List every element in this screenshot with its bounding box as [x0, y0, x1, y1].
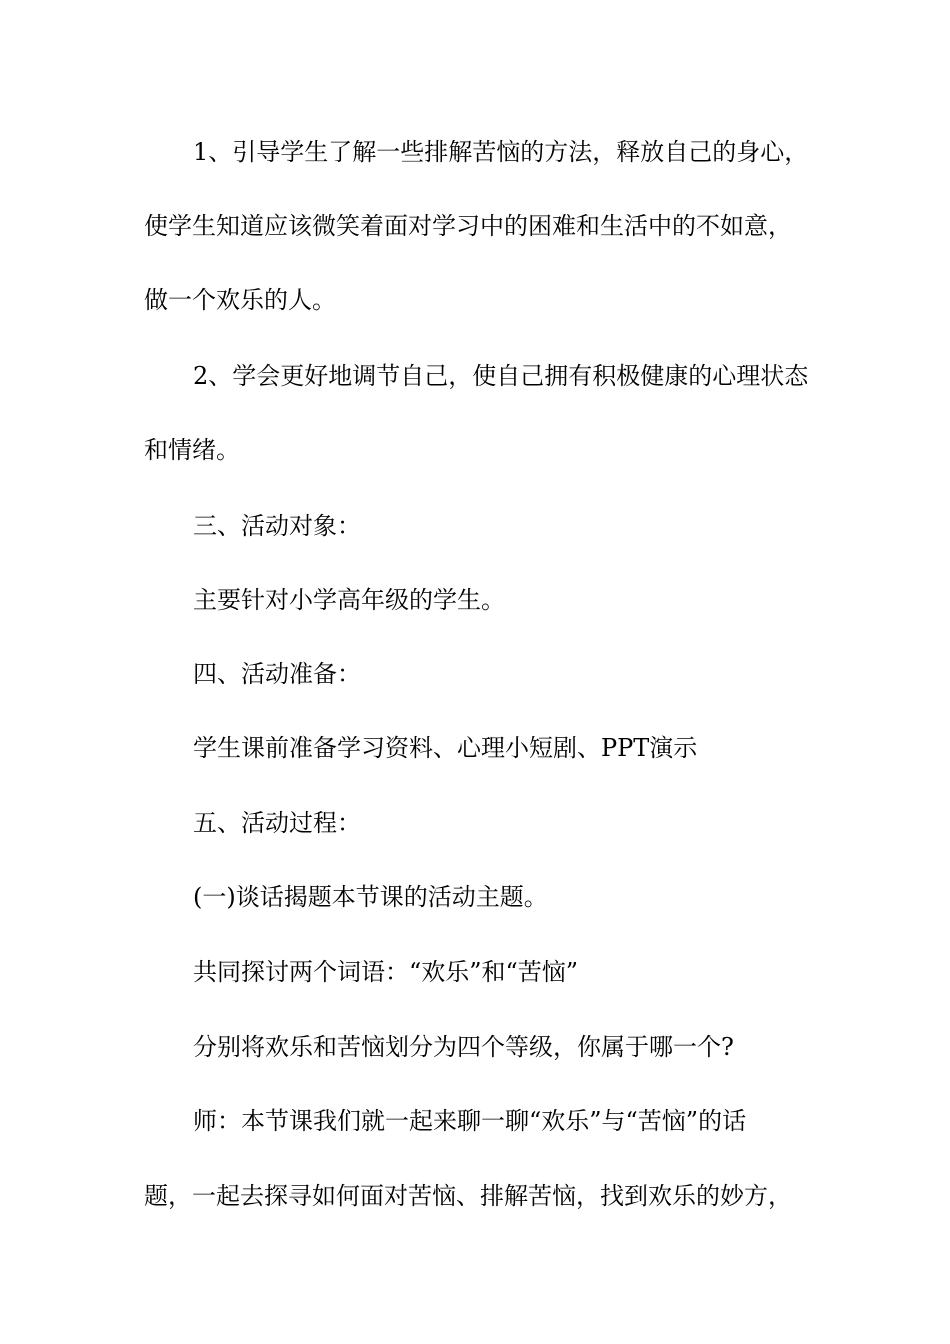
paragraph-line-1: 1、引导学生了解一些排解苦恼的方法，释放自己的身心，	[193, 138, 809, 166]
paragraph-line-2: 使学生知道应该微笑着面对学习中的困难和生活中的不如意，	[144, 212, 792, 240]
paragraph-line-9: 学生课前准备学习资料、心理小短剧、PPT演示	[193, 734, 698, 762]
paragraph-line-15: 题，一起去探寻如何面对苦恼、排解苦恼，找到欢乐的妙方，	[144, 1182, 792, 1210]
paragraph-line-3: 做一个欢乐的人。	[144, 286, 336, 314]
paragraph-line-14: 师：本节课我们就一起来聊一聊“欢乐”与“苦恼”的话	[193, 1107, 747, 1135]
section-heading-activity-process: 五、活动过程：	[193, 809, 361, 837]
paragraph-line-12: 共同探讨两个词语：“欢乐”和“苦恼”	[193, 958, 579, 986]
paragraph-line-5: 和情绪。	[144, 436, 240, 464]
section-heading-activity-target: 三、活动对象：	[193, 512, 361, 540]
paragraph-line-4: 2、学会更好地调节自己，使自己拥有积极健康的心理状态	[193, 362, 809, 390]
paragraph-line-11: (一)谈话揭题本节课的活动主题。	[193, 883, 548, 911]
section-heading-activity-preparation: 四、活动准备：	[193, 660, 361, 688]
paragraph-line-13: 分别将欢乐和苦恼划分为四个等级，你属于哪一个?	[193, 1033, 734, 1061]
paragraph-line-7: 主要针对小学高年级的学生。	[193, 586, 505, 614]
